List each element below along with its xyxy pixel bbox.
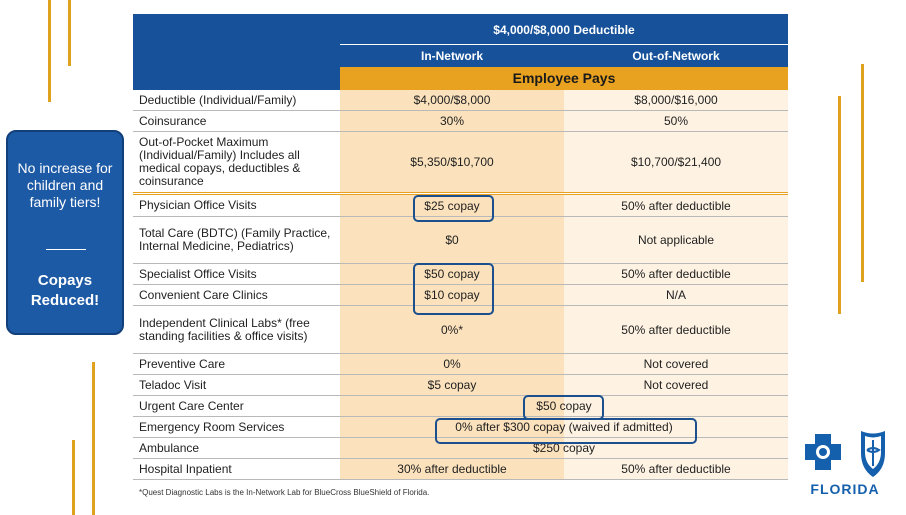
out-of-network-value: Not covered: [564, 354, 788, 374]
table-row: [133, 354, 788, 375]
highlight-box: [435, 418, 697, 444]
row-label: Urgent Care Center: [133, 396, 340, 416]
table-row: [133, 459, 788, 480]
decor-line: [838, 96, 841, 314]
out-of-network-value: 50% after deductible: [564, 306, 788, 353]
benefits-table: [133, 14, 788, 480]
out-of-network-value: $8,000/$16,000: [564, 90, 788, 110]
row-label: Out-of-Pocket Maximum (Individual/Family) Includes all medical copays, deductibles & coinsurance: [133, 132, 340, 192]
row-label: Specialist Office Visits: [133, 264, 340, 284]
highlight-box: [523, 395, 604, 420]
row-label: Independent Clinical Labs* (free standing facilities & office visits): [133, 306, 340, 353]
in-network-value: 30% after deductible: [340, 459, 564, 479]
row-label: Physician Office Visits: [133, 195, 340, 216]
combined-value: $50 copay: [340, 396, 788, 416]
row-label: Ambulance: [133, 438, 340, 458]
bcbs-florida-logo: [803, 428, 895, 500]
row-label: Convenient Care Clinics: [133, 285, 340, 305]
in-network-header: In-Network: [420, 49, 483, 63]
cross-shield-icon: [803, 428, 895, 482]
decor-line: [92, 362, 95, 515]
out-of-network-header: Out-of-Network: [632, 49, 720, 63]
row-label: Emergency Room Services: [133, 417, 340, 437]
combined-value: $250 copay: [340, 438, 788, 458]
out-of-network-value: 50% after deductible: [564, 195, 788, 216]
out-of-network-value: 50% after deductible: [564, 459, 788, 479]
callout-box: [6, 130, 124, 335]
deductible-plan-header: $4,000/$8,000 Deductible: [493, 23, 635, 37]
employee-pays-header: Employee Pays: [340, 67, 788, 90]
callout-divider: [46, 249, 86, 250]
out-of-network-value: Not applicable: [564, 217, 788, 263]
table-row: [133, 111, 788, 132]
decor-line: [72, 440, 75, 515]
row-label: Deductible (Individual/Family): [133, 90, 340, 110]
out-of-network-value: $10,700/$21,400: [564, 132, 788, 192]
out-of-network-value: 50%: [564, 111, 788, 131]
decor-line: [861, 64, 864, 282]
in-network-value: 30%: [340, 111, 564, 131]
out-of-network-value: Not covered: [564, 375, 788, 395]
row-label: Total Care (BDTC) (Family Practice, Internal Medicine, Pediatrics): [133, 217, 340, 263]
callout-text-2: Copays Reduced!: [30, 272, 100, 309]
out-of-network-value: N/A: [564, 285, 788, 305]
decor-line: [48, 0, 51, 102]
in-network-value: $50 copay: [340, 264, 564, 284]
table-row: [133, 396, 788, 417]
in-network-value: $5 copay: [340, 375, 564, 395]
row-label: Preventive Care: [133, 354, 340, 374]
in-network-value: $10 copay: [340, 285, 564, 305]
callout-text-1: No increase for children and family tiers!: [17, 160, 113, 210]
table-header: [133, 14, 788, 90]
footnote: *Quest Diagnostic Labs is the In-Network Lab for BlueCross BlueShield of Florida.: [139, 488, 430, 497]
decor-line: [68, 0, 71, 66]
in-network-value: $25 copay: [340, 195, 564, 216]
logo-wordmark: FLORIDA: [810, 481, 880, 497]
row-label: Hospital Inpatient: [133, 459, 340, 479]
out-of-network-value: 50% after deductible: [564, 264, 788, 284]
table-row: [133, 217, 788, 264]
table-row: [133, 132, 788, 195]
row-label: Coinsurance: [133, 111, 340, 131]
highlight-box: [413, 195, 494, 222]
row-label: Teladoc Visit: [133, 375, 340, 395]
in-network-value: $0: [340, 217, 564, 263]
table-row: [133, 90, 788, 111]
in-network-value: 0%: [340, 354, 564, 374]
in-network-value: 0%*: [340, 306, 564, 353]
in-network-value: $5,350/$10,700: [340, 132, 564, 192]
combined-value: 0% after $300 copay (waived if admitted): [340, 417, 788, 437]
table-row: [133, 375, 788, 396]
highlight-box: [413, 263, 494, 315]
in-network-value: $4,000/$8,000: [340, 90, 564, 110]
